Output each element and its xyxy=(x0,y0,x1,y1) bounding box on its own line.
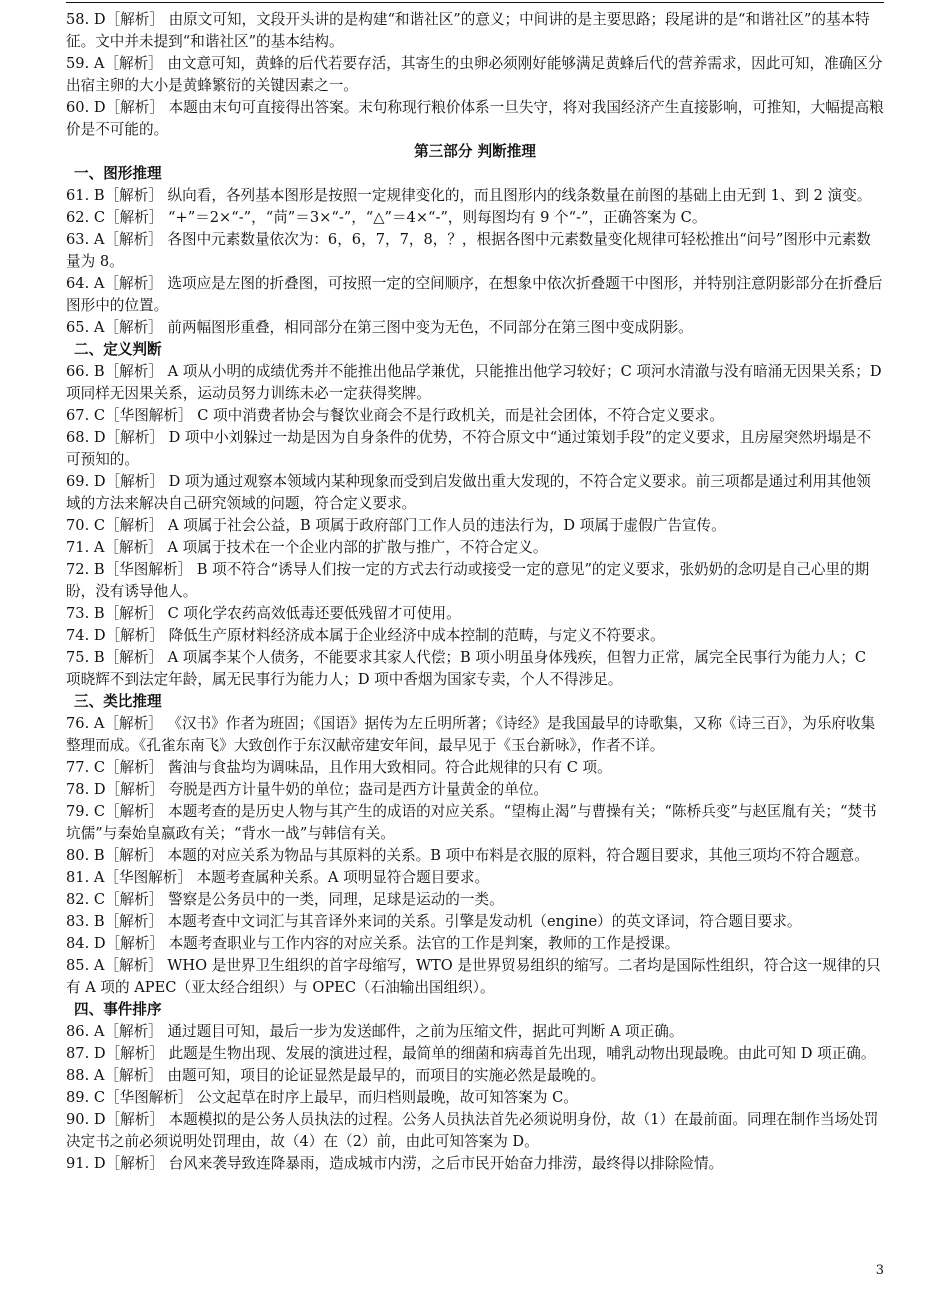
answer-item: 90. D［解析］ 本题模拟的是公务人员执法的过程。公务人员执法首先必须说明身份，故（1）在最前面。同理在制作当场处罚决定书之前必须说明处罚理由，故（4）在（2）前，由此可知答案为 D。 xyxy=(66,1111,879,1150)
part-title: 第三部分 判断推理 xyxy=(414,143,536,160)
answer-item: 76. A［解析］ 《汉书》作者为班固；《国语》据传为左丘明所著；《诗经》是我国最早的诗歌集，又称《诗三百》，为乐府收集整理而成。《孔雀东南飞》大致创作于东汉献帝建安年间，最早见于《玉台新咏》，作者不详。 xyxy=(66,715,876,754)
section-title-definition-judgment: 二、定义判断 xyxy=(74,341,162,358)
answer-item: 69. D［解析］ D 项为通过观察本领域内某种现象而受到启发做出重大发现的，不符合定义要求。前三项都是通过利用其他领域的方法来解决自己研究领域的问题，符合定义要求。 xyxy=(66,473,871,512)
answer-item: 80. B［解析］ 本题的对应关系为物品与其原料的关系。B 项中布料是衣服的原料，符合题目要求，其他三项均不符合题意。 xyxy=(66,847,869,864)
answer-item: 74. D［解析］ 降低生产原材料经济成本属于企业经济中成本控制的范畴，与定义不符要求。 xyxy=(66,627,665,644)
answer-item: 66. B［解析］ A 项从小明的成绩优秀并不能推出他品学兼优，只能推出他学习较好；C 项河水清澈与没有暗涌无因果关系；D 项同样无因果关系，运动员努力训练未必一定获得奖牌。 xyxy=(66,363,882,402)
answer-item: 68. D［解析］ D 项中小刘躲过一劫是因为自身条件的优势，不符合原文中“通过策划手段”的定义要求，且房屋突然坍塌是不可预知的。 xyxy=(66,429,872,468)
answer-item: 79. C［解析］ 本题考查的是历史人物与其产生的成语的对应关系。“望梅止渴”与曹操有关；“陈桥兵变”与赵匡胤有关；“焚书坑儒”与秦始皇嬴政有关；“背水一战”与韩信有关。 xyxy=(66,803,877,842)
answer-item: 71. A［解析］ A 项属于技术在一个企业内部的扩散与推广，不符合定义。 xyxy=(66,539,548,556)
answer-item: 88. A［解析］ 由题可知，项目的论证显然是最早的，而项目的实施必然是最晚的。 xyxy=(66,1067,606,1084)
answer-item: 86. A［解析］ 通过题目可知，最后一步为发送邮件，之前为压缩文件，据此可判断 A 项正确。 xyxy=(66,1023,684,1040)
page-number: 3 xyxy=(875,1263,884,1278)
answer-item: 87. D［解析］ 此题是生物出现、发展的演进过程，最简单的细菌和病毒首先出现，哺乳动物出现最晚。由此可知 D 项正确。 xyxy=(66,1045,876,1062)
answer-item: 73. B［解析］ C 项化学农药高效低毒还要低残留才可使用。 xyxy=(66,605,461,622)
answer-item: 72. B［华图解析］ B 项不符合“诱导人们按一定的方式去行动或接受一定的意见”的定义要求，张奶奶的念叨是自己心里的期盼，没有诱导他人。 xyxy=(66,561,870,600)
answer-item: 60. D［解析］ 本题由末句可直接得出答案。末句称现行粮价体系一旦失守，将对我国经济产生直接影响，可推知，大幅提高粮价是不可能的。 xyxy=(66,99,884,138)
answer-item: 84. D［解析］ 本题考查职业与工作内容的对应关系。法官的工作是判案，教师的工作是授课。 xyxy=(66,935,680,952)
answer-item: 58. D［解析］ 由原文可知，文段开头讲的是构建“和谐社区”的意义；中间讲的是主要思路；段尾讲的是“和谐社区”的基本特征。文中并未提到“和谐社区”的基本结构。 xyxy=(66,11,870,50)
answer-item: 64. A［解析］ 选项应是左图的折叠图，可按照一定的空间顺序，在想象中依次折叠题干中图形，并特别注意阴影部分在折叠后图形中的位置。 xyxy=(66,275,883,314)
section-title-figure-reasoning: 一、图形推理 xyxy=(74,165,162,182)
answer-item: 70. C［解析］ A 项属于社会公益，B 项属于政府部门工作人员的违法行为，D 项属于虚假广告宣传。 xyxy=(66,517,726,534)
answer-item: 63. A［解析］ 各图中元素数量依次为：6，6，7，7，8，？，根据各图中元素数量变化规律可轻松推出“问号”图形中元素数量为 8。 xyxy=(66,231,871,270)
section-title-analogy-reasoning: 三、类比推理 xyxy=(74,693,162,710)
answer-explanations xyxy=(66,9,884,1175)
section-title-event-ordering: 四、事件排序 xyxy=(74,1001,162,1018)
answer-item: 81. A［华图解析］ 本题考查属种关系。A 项明显符合题目要求。 xyxy=(66,869,490,886)
answer-item: 59. A［解析］ 由文意可知，黄蜂的后代若要存活，其寄生的虫卵必须刚好能够满足黄蜂后代的营养需求，因此可知，准确区分出宿主卵的大小是黄蜂繁衍的关键因素之一。 xyxy=(66,55,883,94)
answer-item: 85. A［解析］ WHO 是世界卫生组织的首字母缩写，WTO 是世界贸易组织的缩写。二者均是国际性组织，符合这一规律的只有 A 项的 APEC（亚太经合组织）与 OPEC（石油输出国组织）。 xyxy=(66,957,881,996)
answer-item: 65. A［解析］ 前两幅图形重叠，相同部分在第三图中变为无色，不同部分在第三图中变成阴影。 xyxy=(66,319,693,336)
answer-item: 78. D［解析］ 夸脱是西方计量牛奶的单位；盎司是西方计量黄金的单位。 xyxy=(66,781,549,798)
answer-item: 83. B［解析］ 本题考查中文词汇与其音译外来词的关系。引擎是发动机（engine）的英文译词，符合题目要求。 xyxy=(66,913,802,930)
answer-item: 67. C［华图解析］ C 项中消费者协会与餐饮业商会不是行政机关，而是社会团体，不符合定义要求。 xyxy=(66,407,724,424)
answer-item: 91. D［解析］ 台风来袭导致连降暴雨，造成城市内涝，之后市民开始奋力排涝，最终得以排除险情。 xyxy=(66,1155,724,1172)
answer-item: 62. C［解析］ “+”＝2×“-”，“苘”＝3×“-”，“△”＝4×“-”，则每图均有 9 个“-”，正确答案为 C。 xyxy=(66,209,707,226)
answer-item: 61. B［解析］ 纵向看，各列基本图形是按照一定规律变化的，而且图形内的线条数量在前图的基础上由无到 1、到 2 演变。 xyxy=(66,187,872,204)
answer-item: 89. C［华图解析］ 公文起草在时序上最早，而归档则最晚，故可知答案为 C。 xyxy=(66,1089,578,1106)
answer-item: 77. C［解析］ 酱油与食盐均为调味品，且作用大致相同。符合此规律的只有 C 项。 xyxy=(66,759,612,776)
top-rule xyxy=(66,2,884,3)
answer-item: 82. C［解析］ 警察是公务员中的一类，同理，足球是运动的一类。 xyxy=(66,891,504,908)
answer-item: 75. B［解析］ A 项属李某个人债务，不能要求其家人代偿；B 项小明虽身体残疾，但智力正常，属完全民事行为能力人；C 项晓辉不到法定年龄，属无民事行为能力人；D 项中香烟为国家专卖，个人不得涉足。 xyxy=(66,649,867,688)
